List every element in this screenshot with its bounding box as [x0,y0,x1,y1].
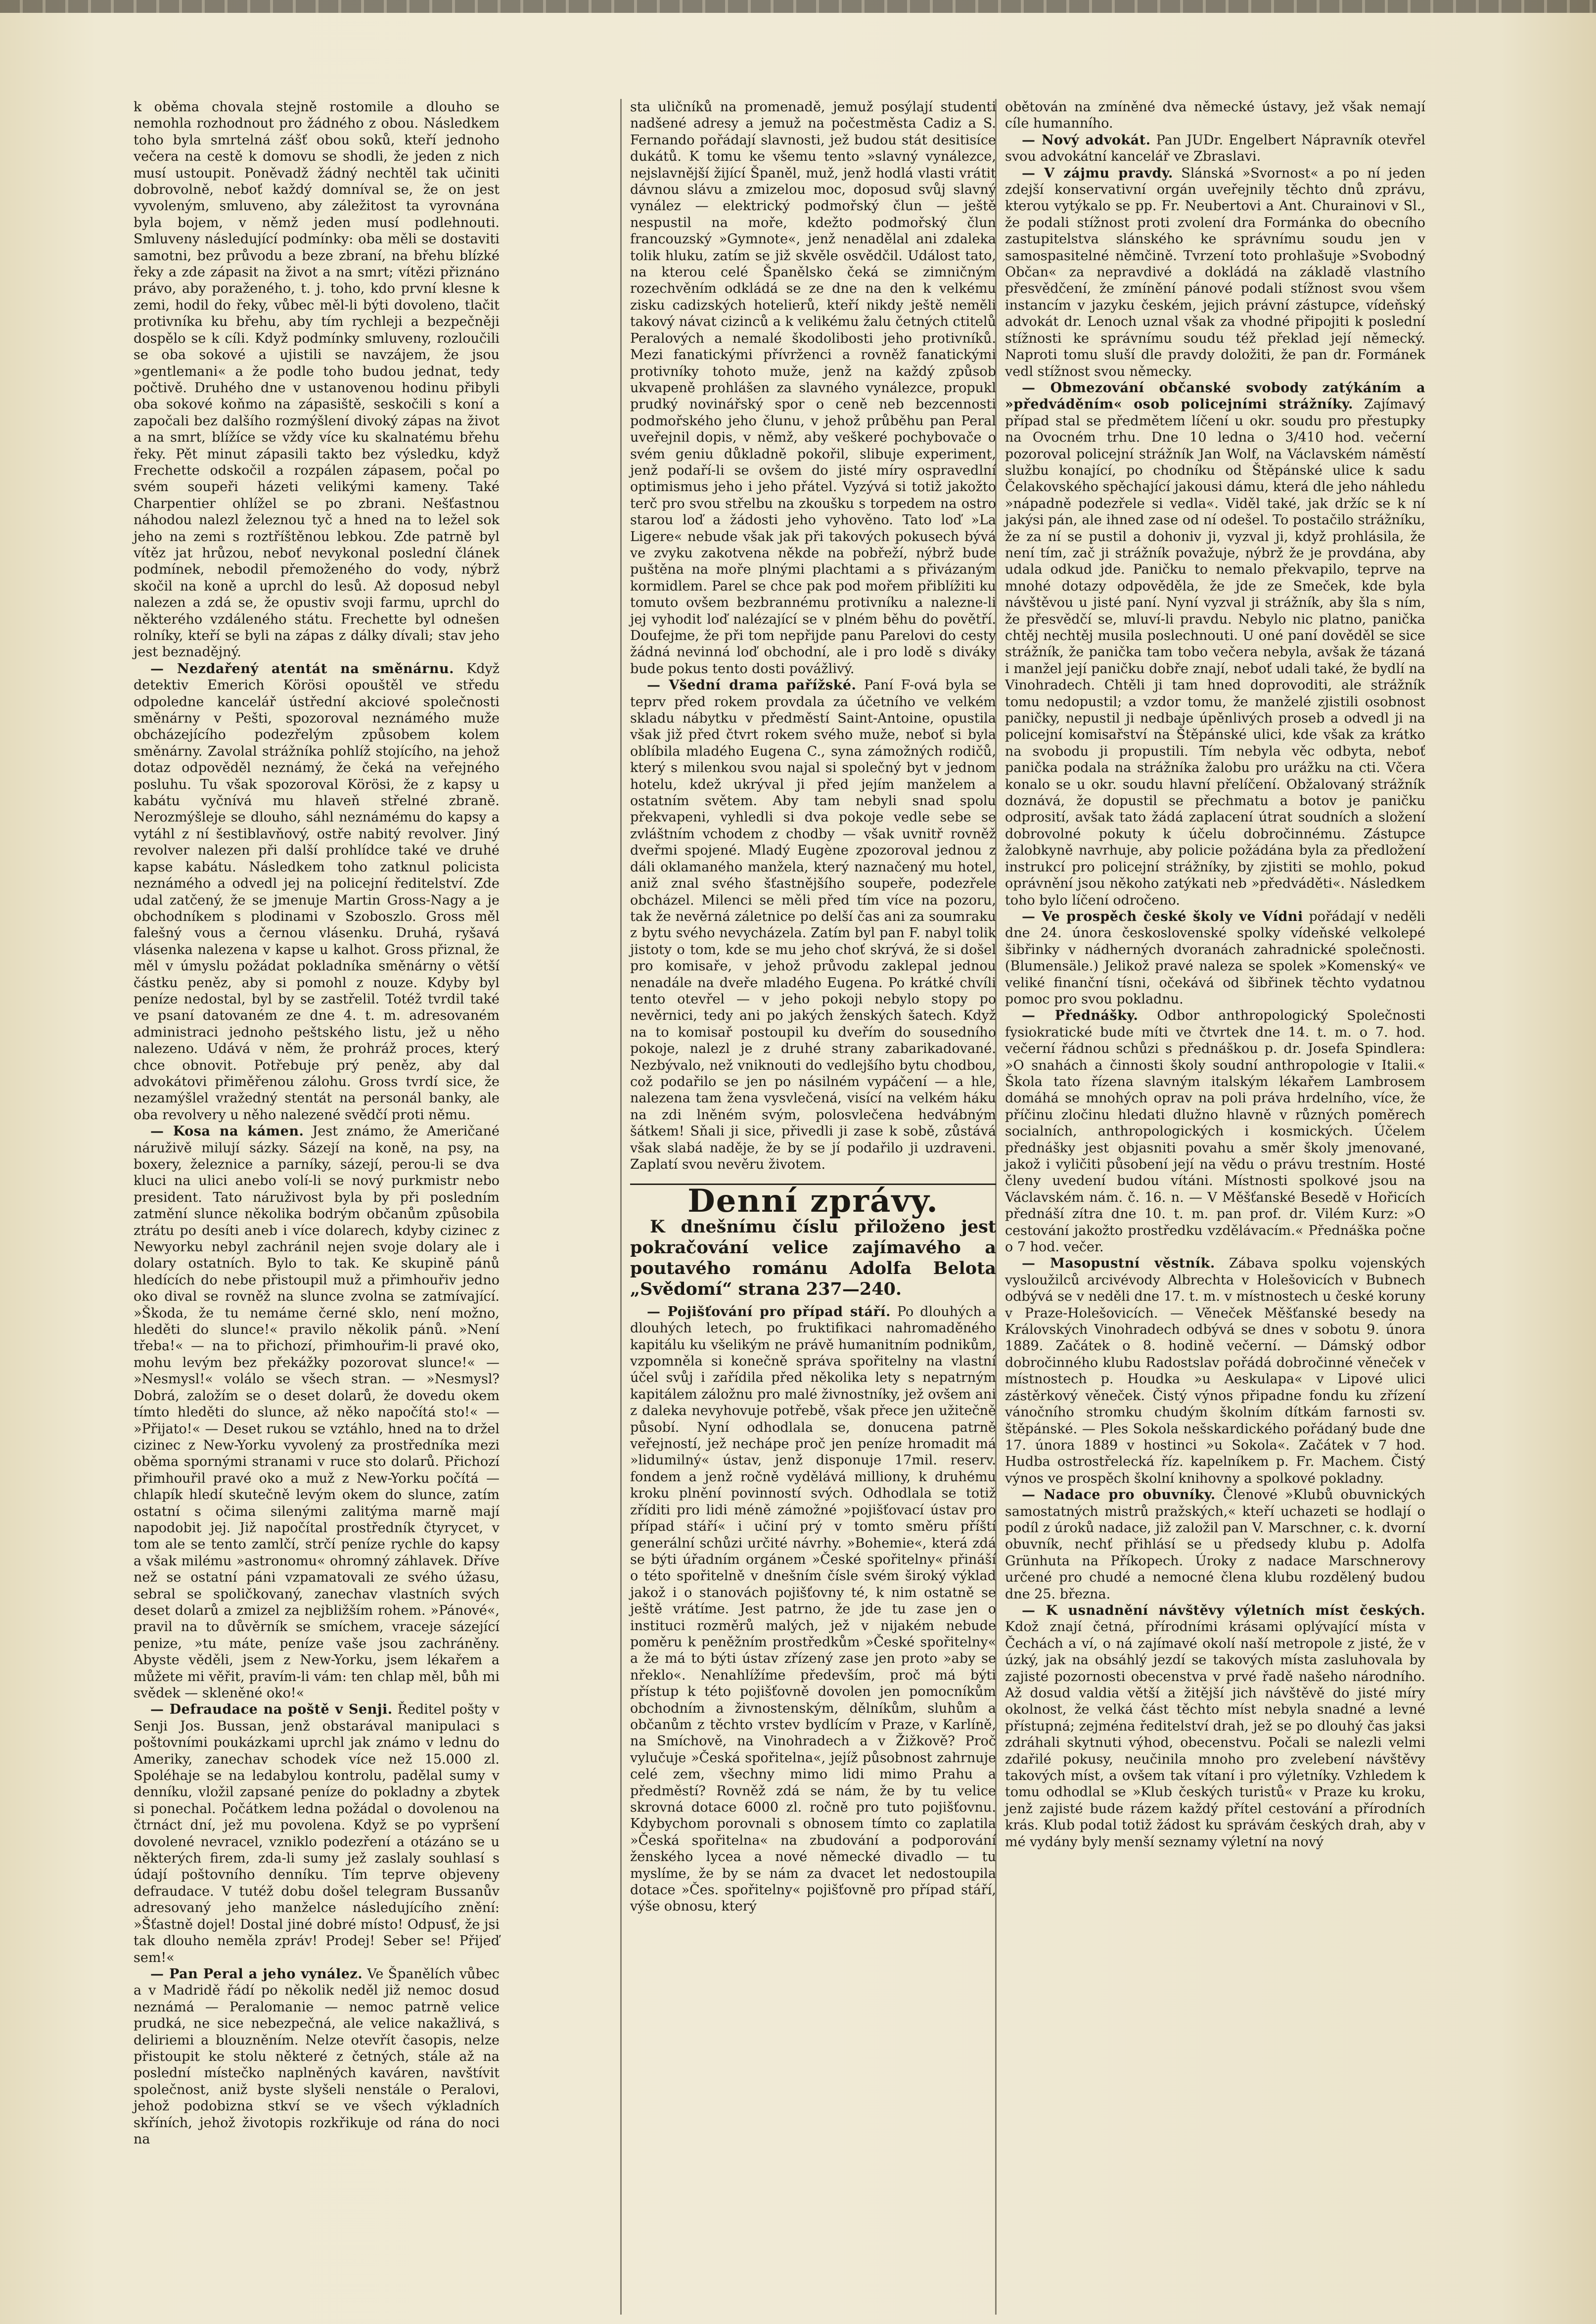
article-text: Když detektiv Emerich Körösi opouštěl ve středu odpoledne kancelář ústřední akciové společnosti směnárny v Pešti, spozoroval neznámého muže obcházejícího podezřelým způsobem kolem směnárny. Zavolal strážníka pohlíž stojícího, na jehož dotaz odpověděl neznámý, že čeká na veřejného posluhu. Tu však spozoroval Körösi, že z kapsy u kabátu vyčnívá mu hlaveň střelné zbraně. Nerozmýšleje se dlouho, sáhl neznámému do kapsy a vytáhl z ní šestiblavňový, ostře nabitý revolver. Jiný revolver nalezen při další prohlídce také ve druhé kapse kabátu. Následkem toho zatknul policista neznámého a odvedl jej na policejní ředitelství. Zde udal zatčený, že se jmenuje Martin Gross-Nagy a je obchodníkem s plodinami v Szoboszlo. Gross měl falešný vous a černou vlásenku. Druhá, ryšavá vlásenka nalezena v kapse u kalhot. Gross přiznal, že měl v úmyslu požádat pokladníka směnárny o větší částku peněz, aby si pomohl z nouze. Kdyby byl peníze nedostal, byl by se zastřelil. Totéž tvrdil také ve psaní datovaném ze dne 4. t. m. adresovaném administraci jednoho peštského listu, jež u něho nalezeno. Udává v něm, že prohráž proces, který chce obnovit. Potřebuje prý peněz, aby dal advokátovi přiměřenou zálohu. Gross tvrdí sice, že nezamýšlel vražedný stentát na personál banky, ale oba revolvery u něho nalezené svědčí proti němu. [134,661,500,1123]
column-2 [630,99,996,1915]
article-text: Odbor anthropologický Společnosti fysiokratické bude míti ve čtvrtek dne 14. t. m. o 7. hod. večerní řádnou schůzi s přednáškou p. dr. Josefa Spindlera: »O snahách a činnosti školy soudní anthropologie v Italii.« Škola tato řízena slavným italským lékařem Lambrosem domáhá se mnohých oprav na poli práva hrdelního, více, že příčinu zločinu hledati dlužno hlavně v různých poměrech socialních, anthropologických i kosmických. Účelem přednášky jest objasniti povahu a směr školy jmenované, jakož i vyličiti působení její na vědu o právu trestním. Hosté členy uvedení budou vítáni. Místnosti spolkové jsou na Václavském nám. č. 16. n. — V Měšťanské Besedě v Hořicích přednáší zítra dne 10. t. m. pan prof. dr. Vilém Kurz: »O cestování jakožto prostředku vzdělávacím.« Přednáška počne o 7 hod. večer. [1005,1008,1425,1255]
article-headline: — Nový advokát. [1022,132,1151,148]
article-text: k oběma chovala stejně rostomile a dlouho se nemohla rozhodnout pro žádného z obou. Následkem toho byla smrtelná zášť obou soků, kteří jednoho večera na cestě k domovu se shodli, že jeden z nich musí ustoupit. Poněvadž žádný nechtěl tak učiniti dobrovolně, neboť každý domníval se, že on jest vyvoleným, smluveno, aby záležitost ta vyrovnána byla bojem, v němž jeden musí podlehnouti. Smluveny následující podmínky: oba měli se dostaviti samotni, bez průvodu a beze zbraní, na břehu blízké řeky a zde zápasit na život a na smrt; vítězi přiznáno právo, aby poraženého, t. j. toho, kdo první klesne k zemi, hodil do řeky, vůbec měl-li býti dovoleno, tlačit protivníka ku břehu, aby tím rychleji a bezpečněji dospělo se k cíli. Když podmínky smluveny, rozloučili se oba sokové a ujistili se navzájem, že jsou »gentlemani« a že podle toho budou jednat, tedy počtivě. Druhého dne v ustanovenou hodinu přibyli oba sokové koňmo na zápasiště, seskočili s koní a započali bez dalšího rozmýšlení divoký zápas na život a na smrt, blížíce se vždy více ku skalnatému břehu řeky. Pět minut zápasili takto bez výsledku, když Frechette odskočil a rozpálen zápasem, počal po svém soupeři házeti velikými kameny. Také Charpentier ohlížel se po zbrani. Nešťastnou náhodou nalezl železnou tyč a hned na to ležel sok jeho na zemi s roztříštěnou lebkou. Zde patrně byl vítěz jat hrůzou, neboť nevykonal poslední článek podmínek, nebodil přemoženého do vody, nýbrž skočil na koně a uprchl do lesů. Až doposud nebyl nalezen a zdá se, že opustiv svoji farmu, uprchl do některého vzdáleného státu. Frechette byl odnešen rolníky, kteří se byli na zápas z dálky dívali; stav jeho jest beznadějný. [134,99,500,660]
article-headline: — Obmezování občanské svobody zatýkáním a »předváděním« osob policejními strážníky. [1005,380,1425,412]
article-headline: — Masopustní věstník. [1022,1256,1215,1272]
article-paragraph [1005,1007,1425,1255]
top-border [0,0,1596,13]
article-headline: — V zájmu pravdy. [1022,165,1173,181]
article-text: Ředitel pošty v Senji Jos. Bussan, jenž obstarával manipulaci s poštovními poukázkami uprchl jak známo v lednu do Ameriky, zanechav schodek více než 15.000 zl. Spoléhaje se na ledabylou kontrolu, padělal sumy v denníku, vložil zapsané peníze do pokladny a zbytek si ponechal. Počátkem ledna požádal o dovolenou na čtrnáct dní, jež mu povolena. Když se po vypršení dovolené nevracel, vzniklo podezření a otázáno se u některých firem, zda-li sumy jež zaslaly souhlasí s údají poštovního denníku. Tím teprve objeveny defraudace. V tutéž dobu došel telegram Bussanův adresovaný jeho manželce následujícího znění: »Šťastně dojel! Dostal jiné dobré místo! Odpusť, že jsi tak dlouho neměla zpráv! Prodej! Seber se! Přijeď sem!« [134,1702,500,1965]
article-paragraph [134,1123,500,1701]
column-1 [134,99,500,2147]
article-paragraph [1005,165,1425,380]
article-paragraph [134,1701,500,1966]
article-text: obětován na zmíněné dva německé ústavy, jež však nemají cíle humanního. [1005,99,1425,132]
article-text: Paní F-ová byla se teprv před rokem provdala za účetního ve velkém skladu nábytku v předměstí Saint-Antoine, opustila však již před čtvrt rokem svého muže, neboť si byla oblíbila mladého Eugena C., syna zámožných rodičů, který s milenkou svou najal si společný byt v jednom hotelu, kdež ukrýval ji před jejím manželem a ostatním světem. Aby tam nebyli snad spolu překvapeni, vyhledli si dva pokoje vedle sebe se zvláštním vchodem z chodby — však uvnitř rovněž dveřmi spojené. Mladý Eugène zpozoroval jednou z dáli oklamaného manžela, který naznačený mu hotel, aniž znal svého šťastnějšího soupeře, podezřele obcházel. Milenci se měli před tím více na pozoru, tak že nevěrná záletnice po delší čas ani za soumraku z bytu svého nevycházela. Zatím byl pan F. nabyl tolik jistoty o tom, kde se mu jeho choť skrývá, že si došel pro komisaře, v jehož průvodu zaklepal jednou nenadále na dveře mladého Eugena. Po krátké chvíli tento otevřel — v jeho pokoji nebylo stopy po nevěrnici, tedy ani po jakých ženských šatech. Když na to komisař postoupil ku dveřím do sousedního pokoje, nalezl je z druhé strany zabarikadované. Nezbývalo, než vniknouti do vedlejšího bytu chodbou, což podařilo se jen po násilném vypáčení — a hle, nalezena tam žena vysvlečená, visící na velkém háku na zdi lněném svým, polosvlečena hedvábným šátkem! Sňali ji sice, přivedli ji zase k sobě, zůstává však slabá naděje, že by se jí podařilo ji uzdraveni. Zaplatí svou nevěru životem. [630,678,996,1172]
article-text: pořádají v neděli dne 24. února československé spolky vídeňské velkolepé šibřinky v nádherných dvoranách zahradnické společnosti. (Blumensäle.) Jelikož pravé naleza se spolek »Komenský« ve veliké finanční tísni, očekává od šibřinek těchto vydatnou pomoc pro svou pokladnu. [1005,909,1425,1007]
section-title: Denní zprávy. [630,1184,996,1209]
article-text: Ve Španělích vůbec a v Madridě řádí po několik neděl již nemoc dosud neznámá — Peralomanie — nemoc patrně velice prudká, ne sice nebezpečná, ale velice nakažlivá, s deliriemi a blouzněním. Nelze otevřít časopis, nelze přistoupit ke stolu některé z četných, stále až na poslední místečko naplněných kaváren, navštívit společnost, aniž byste slyšeli nenstále o Peralovi, jehož podobizna stkví se ve všech výkladních skříních, jehož životopis rozkřikuje od rána do noci na [134,1966,500,2147]
article-text: Zábava spolku vojenských vysloužilců arcivévody Albrechta v Holešovicích v Bubnech odbývá se v neděli dne 17. t. m. v místnostech u české koruny v Praze-Holešovicích. — Věneček Měšťanské besedy na Královských Vinohradech odbývá se dnes v sobotu 9. února 1889. Začátek o 8. hodině večerní. — Dámský odbor dobročinného klubu Radostslav pořádá dobročinné věneček v místnostech p. Houdka »u Aeskulapa« v Lipové ulici zástěrkový věneček. Čistý výnos připadne fondu ku zřízení vánočního stromku chudým školním dítkám farnosti sv. štěpánské. — Ples Sokola nešskardického pořádaný bude dne 17. února 1889 v hostinci »u Sokola«. Začátek v 7 hod. Hudba ostrostřelecká říz. kapelníkem p. Fr. Machem. Čistý výnos ve prospěch školní knihovny a spolkové pokladny. [1005,1256,1425,1486]
article-paragraph [1005,909,1425,1007]
article-text: Jest známo, že Američané náruživě milují sázky. Sázejí na koně, na psy, na boxery, železnice a parníky, sázejí, perou-li se dva kluci na ulici anebo volí-li se nový purkmistr nebo president. Tato náruživost byla by při posledním zatmění slunce několika bodrým občanům způsobila ztrátu po desíti aneb i více dolarech, kdyby cizinec z Newyorku nebyl zachránil nejen svoje dolary ale i dolary ostatních. Bylo to tak. Ke skupině pánů hledících do nebe přistoupil muž a přimhouřiv jedno oko dival se rovněž na slunce zvolna se zatmívající. »Škoda, že tu nemáme černé sklo, není možno, hleděti do slunce!« pravilo několik pánů. »Není třeba!« — na to přichozí, přimhouřim-li pravé oko, mohu levým bez překážky pozorovat slunce!« — »Nesmysl!« volálo se všech stran. — »Nesmysl? Dobrá, založím se o deset dolarů, že dovedu okem tímto hleděti do slunce, až něko napočítá sto!« — »Přijato!« — Deset rukou se vztáhlo, hned na to držel cizinec z New-Yorku vyvolený za prostředníka mezi oběma spornými stranami v ruce sto dolarů. Přichozí přimhouřil pravé oko a muž z New-Yorku počítá — chlapík hledí skutečně levým okem do slunce, zatím ostatní s očima silenými zalitýma marně mají napodobit jej. Již napočítal prostředník čtyrycet, v tom ale se tento zamlčí, strčí peníze rychle do kapsy a však milému »astronomu« ohromný záhlavek. Dříve než se ostatní páni vzpamatovali ze svého úžasu, sebral se spoličkovaný, zanechav vlastních svých deset dolarů a zmizel za nejbližším rohem. »Pánové«, pravil na to důvěrník se smíchem, vraceje sázející penize, »tu máte, peníze vaše jsou zachráněny. Abyste věděli, jsem z New-Yorku, jsem lékařem a můžete mi věřit, pravím-li vám: ten chlap měl, bůh mi svědek — skleněné oko!« [134,1124,500,1701]
article-paragraph [630,1304,996,1915]
article-headline: — K usnadnění návštěvy výletních míst českých. [1022,1602,1425,1618]
article-text: Členové »Klubů obuvnických samostatných mistrů pražských,« kteří uchazeti se hodlají o podíl z úroků nadace, již založil pan V. Marschner, c. k. dvorní obuvník, nechť přihlásí se u předsedy klubu p. Adolfa Grünhuta na Příkopech. Úroky z nadace Marschnerovy určené pro chudé a nemocné člena klubu rozdělený budou dne 25. března. [1005,1487,1425,1602]
article-text: Kdož znají četná, přírodními krásami oplývající místa v Čechách a ví, o ná zajímavé okolí naší metropole z jisté, že v úzký, jak na obsáhlý jezdí se takových místa zasluhovala by zajisté pozornosti obecenstva v prvé řadě našeho národního. Až dosud valdia větší a žitější jich návštěvě do jisté míry okolnost, že velká část těchto míst nebyla snadné a levné přístupná; zejména ředitelství drah, jež se po dlouhý čas jaksi zdráhali skytnuti výhod, obecenstvu. Počali se nalezli velmi zdařilé pokusy, neučinila mnoho pro zvelebení návštěvy takových míst, a ovšem tak vítaní i pro výletníky. Vzhledem k tomu odhodlal se »Klub českých turistů« v Praze ku kroku, jenž zajisté bude rázem každý přítel cestování a přírodních krás. Klub podal totiž žádost ku správám českých drah, aby v mé vydány byly menší seznamy výletní na nový [1005,1619,1425,1850]
article-headline: — Ve prospěch české školy ve Vídni [1022,909,1303,924]
article-headline: — Pojišťování pro případ stáří. [647,1304,891,1320]
article-headline: — Přednášky. [1022,1008,1139,1024]
article-paragraph [1005,1255,1425,1487]
article-paragraph [134,1966,500,2147]
article-text: Po dlouhých a dlouhých letech, po fruktifikaci nahromaděného kapitálu ku všelikým ne právě humanitním podnikům, vzpomněla si konečně správa spořitelny na vlastní účel svůj i zařídila před několika lety s nepatrným kapitálem záložnu pro malé živnostníky, jež ovšem ani z daleka nevyhovuje potřebě, však přece jen užitečně působí. Nyní odhodlala se, donucena patrně veřejností, jež nechápe proč jen peníze hromadit má »lidumilný« ústav, jenž disponuje 17mil. reserv. fondem a jenž ročně vydělává milliony, k druhému kroku plnění povinností svých. Odhodlala se totiž zříditi pro lidi méně zámožné »pojišťovací ústav pro případ stáří« i učiní prý v tomto směru příští generální schůzi určité návrhy. »Bohemie«, která zdá se býti úřadním orgánem »České spořitelny« přináší o této spořitelně v dnešním čísle svém široký výklad jakož i o stanovách pojišťovny té, k nim ostatně se ještě vrátíme. Jest patrno, že jde tu zase jen o instituci rozměrů malých, jež v nijakém nebude poměru k peněžním prostředkům »České spořitelny« a že má to býti ústav zřízený zase jen proto »aby se nřeklo«. Nenahlížíme především, proč má býti přístup k této pojišťovně dovolen jen pomocníkům obchodním a živnostenským, dělníkům, sluhům a občanům z těchto vrstev bydlícím v Praze, v Karlíně, na Smíchově, na Vinohradech a v Žižkově? Proč vylučuje »Česká spořitelna«, jejíž působnost zahrnuje celé zem, všechny mimo lidi mimo Prahu a předměstí? Rovněž zdá se nám, že by tu velice skrovná dotace 6000 zl. ročně pro tuto pojišťovnu. Kdybychom porovnali s obnosem tímto co zaplatila »Česká spořitelna« na zbudování a podporování ženského lycea a nové německé divadlo — tu myslíme, že by se nám za dvacet let nedostoupila dotace »Čes. spořitelny« pojišťovně pro případ stáří, výše obnosu, který [630,1304,996,1914]
article-headline: — Všední drama pařížské. [647,678,857,693]
article-paragraph [630,677,996,1173]
column-3 [1005,99,1425,1850]
article-headline: — Pan Peral a jeho vynález. [150,1966,363,1982]
article-headline: — Nezdařený atentát na směnárnu. [150,661,455,677]
article-text: Zajímavý případ stal se předmětem líčení u okr. soudu pro přestupky na Ovocném trhu. Dne 10 ledna o 3/410 hod. večerní pozoroval policejní strážník Jan Wolf, na Václavském náměstí službu konající, po chodníku od Štěpánské ulice k sadu Čelakovského spěchající jakousi dámu, která dle jeho náhledu »nápadně podezřele si vedla«. Viděl také, jak držíc se k ní jakýsi pán, ale ihned zase od ní odešel. To postačilo strážníku, že za ní se pustil a dohoniv ji, vyzval ji, když prohlásila, že není tím, zač ji strážník považuje, nýbrž že je provdána, aby udala odkud jde. Paničku to nemalo překvapilo, teprve na mnohé dotazy odpověděla, že jde ze Smeček, kde byla návštěvou u jisté paní. Nyní vyzval ji strážník, aby šla s ním, že přesvědčí se, mluví-li pravdu. Nebylo nic platno, panička chtěj nechtěj musila poslechnouti. U oné paní dověděl se sice strážník, že panička tam tobo večera nebyla, avšak že tázaná i manžel její paničku dobře znají, neboť udali také, že bydlí na Vinohradech. Chtěli ji tam hned doprovoditi, ale strážník tomu nedopustil; a vzdor tomu, že manželé zjistili osobnost paničky, nepustil ji nedbaje úpěnlivých proseb a odvedl ji na policejní komisařství na Štěpánské ulici, kde však za krátko na svobodu ji propustili. Tím nebyla věc odbyta, neboť panička podala na strážníka žalobu pro urážku na cti. Včera konalo se u okr. soudu hlavní přelíčení. Obžalovaný strážník doznává, že dopustil se přechmatu a botov je paničku odprosití, avšak tato žádá zaplacení útrat soudních a složení dobrovolné pokuty k účelu dobročinnému. Zástupce žalobkyně navrhuje, aby policie požádána byla za předložení instrukcí pro policejní strážníky, by zjistiti se mohlo, pokud oprávnění jsou někoho zatýkati neb »předváděti«. Následkem toho bylo líčení odročeno. [1005,397,1426,908]
article-text: sta uličníků na promenadě, jemuž posýlají studenti nadšené adresy a jemuž na počestměsta Cadiz a S. Fernando pořádají slavnosti, jež budou stát desitisíce dukátů. K tomu ke všemu tento »slavný vynálezce, nejslavnější žijící Španěl, muž, jenž hodlá vlasti vrátit dávnou slávu a zmizelou moc, doposud svůj slavný vynález — elektrický podmořský člun — ještě nespustil na moře, kdežto podmořský člun francouzský »Gymnote«, jenž nenadělal ani zdaleka tolik hluku, zatím se již skvěle osvědčil. Událost tato, na kterou celé Španělsko čeká se zimničným rozechvěním odkládá se ze dne na den k velkému zisku cadizských hotelierů, kteří nikdy ještě neměli takový návat cizinců a k velikému žalu četných ctitelů Peralových a nemalé škodolibosti jeho protivníků. Mezi fanatickými přívrženci a rovněž fanatickými protivníky tohoto muže, jenž na každý způsob ukvapeně prohlášen za slavného vynálezce, propukl prudký novinářský spor o ceně neb bezcennosti podmořského jeho člunu, v jehož průběhu pan Peral uveřejnil dopis, v němž, aby veškeré pochybovače o svém geniu důkladně pokořil, slibuje experiment, jenž podaří-li se ovšem do jisté míry ospravedlní optimismus jeho i jeho přátel. Vyzývá si totiž jakožto terč pro svou střelbu na zkoušku s torpedem na ostro starou loď a žádosti jeho vyhověno. Tato loď »La Ligere« nebude však jak při takových pokusech bývá ve zvyku zakotvena někde na pobřeží, nýbrž bude puštěna na moře plnými plachtami a s přivázaným kormidlem. Parel se chce pak pod mořem přiblížiti ku tomuto ovšem bezbrannému protivníku a nalezne-li jej vyhodit loď nalézající se v plném běhu do povětří. Doufejme, že při tom nepřijde panu Parelovi do cesty žádná nevinná loď obchodní, ale i pro lodě s diváky bude pokus tento dosti povážlivý. [630,99,996,677]
article-headline: — Nadace pro obuvníky. [1022,1487,1216,1503]
supplement-notice: K dnešnímu číslu přiloženo jest pokračování velice zajímavého a poutavého románu Adolfa Belota „Svědomí“ strana 237—240. [630,1216,996,1299]
article-text: Pan JUDr. Engelbert Nápravník otevřel svou advokátní kancelář ve Zbraslavi. [1005,132,1425,165]
column-rule [620,99,622,2315]
article-paragraph [1005,1487,1425,1602]
article-headline: — Defraudace na poště v Senji. [150,1702,393,1718]
article-paragraph [1005,132,1425,165]
article-headline: — Kosa na kámen. [150,1124,304,1139]
article-paragraph [1005,380,1425,909]
article-paragraph [1005,1602,1425,1850]
article-paragraph [134,661,500,1123]
article-text: Slánská »Svornost« a po ní jeden zdejší konservativní orgán uveřejnily těchto dnů zprávu, kterou vytýkalo se pp. Fr. Neubertovi a Ant. Churainovi v Sl., že podali stížnost proti zvolení dra Formánka do obecního zastupitelstva slánského ke správnímu soudu jen v samospasitelné němčině. Tvrzení toto prohlašuje »Svobodný Občan« za nepravdivé a dokládá na základě vlastního přesvědčení, že zmínění pánové podali stížnost svou všem instancím v jazyku českém, jejich právní zástupce, vídeňský advokát dr. Lenoch uznal však za vhodné připojiti k poslední stížnosti ke správnímu soudu též překlad její německý. Naproti tomu sluší dle pravdy doložiti, že pan dr. Formánek vedl stížnost svou německy. [1005,165,1425,379]
